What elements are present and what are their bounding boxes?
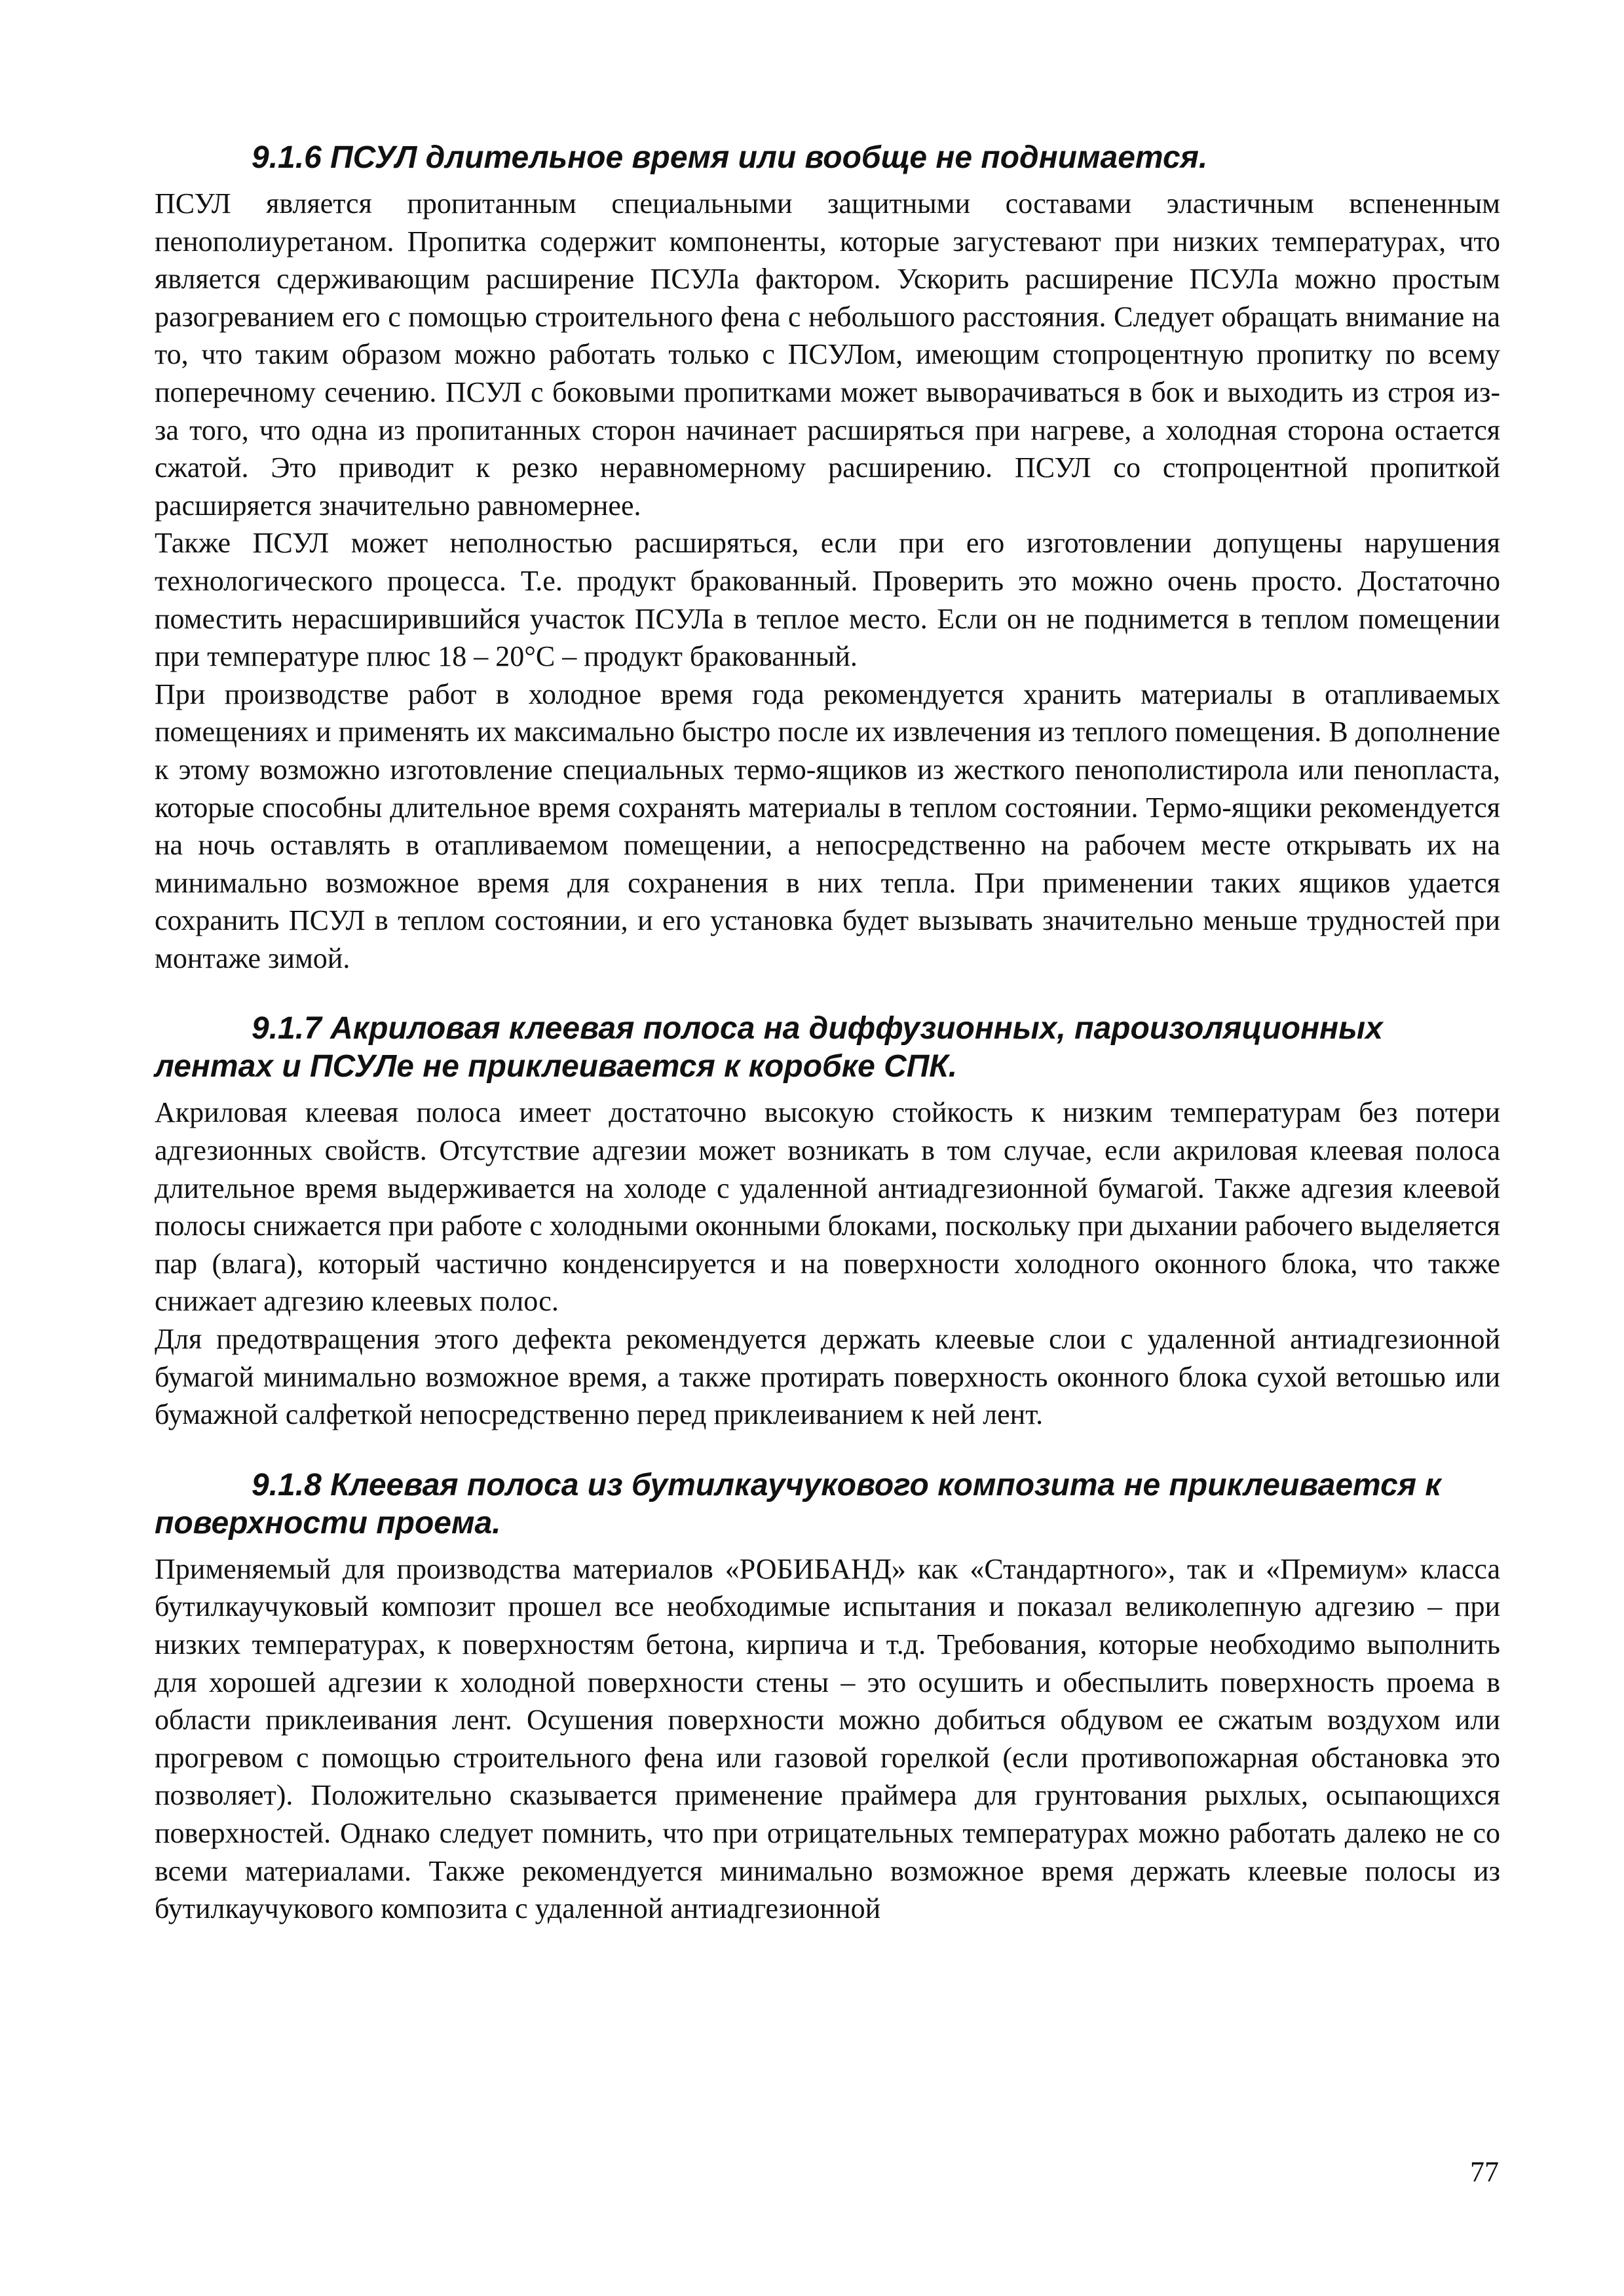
section-heading: 9.1.6 ПСУЛ длительное время или вообще не поднимается.	[252, 140, 1208, 175]
paragraph: Акриловая клеевая полоса имеет достаточно высокую стойкость к низким температурам без потери адгезионных свойств. Отсутствие адгезии может возникать в том случае, если акриловая клеевая полоса длительное время выдерживается на холоде с удаленной антиадгезионной бумагой. Также адгезия клеевой полосы снижается при работе с холодными оконными блоками, поскольку при дыхании рабочего выделяется пар (влага), который частично конденсируется и на поверхности холодного оконного блока, что также снижает адгезию клеевых полос.	[155, 1096, 1500, 1318]
section-9-1-6	[155, 139, 1500, 977]
paragraph: ПСУЛ является пропитанным специальными защитными составами эластичным вспененным пенополиуретаном. Пропитка содержит компоненты, которые загустевают при низких температурах, что является сдерживающим расширение ПСУЛа фактором. Ускорить расширение ПСУЛа можно простым разогреванием его с помощью строительного фена с небольшого расстояния. Следует обращать внимание на то, что таким образом можно работать только с ПСУЛом, имеющим стопроцентную пропитку по всему поперечному сечению. ПСУЛ с боковыми пропитками может выворачиваться в бок и выходить из строя из-за того, что одна из пропитанных сторон начинает расширяться при нагреве, а холодная сторона остается сжатой. Это приводит к резко неравномерному расширению. ПСУЛ со стопроцентной пропиткой расширяется значительно равномернее.	[155, 187, 1500, 522]
section-heading: 9.1.8 Клеевая полоса из бутилкаучукового композита не приклеивается к поверхности проема.	[155, 1467, 1441, 1540]
section-9-1-7	[155, 1010, 1500, 1433]
section-9-1-8	[155, 1466, 1500, 1928]
section-heading: 9.1.7 Акриловая клеевая полоса на диффузионных, пароизоляционных лентах и ПСУЛе не приклеивается к коробке СПК.	[155, 1011, 1383, 1084]
paragraph: Также ПСУЛ может неполностью расширяться, если при его изготовлении допущены нарушения технологического процесса. Т.е. продукт бракованный. Проверить это можно очень просто. Достаточно поместить нерасширившийся участок ПСУЛа в теплое место. Если он не поднимется в теплом помещении при температуре плюс 18 – 20°С – продукт бракованный.	[155, 527, 1500, 673]
paragraph: Применяемый для производства материалов «РОБИБАНД» как «Стандартного», так и «Премиум» класса бутилкаучуковый композит прошел все необходимые испытания и показал великолепную адгезию – при низких температурах, к поверхностям бетона, кирпича и т.д. Требования, которые необходимо выполнить для хорошей адгезии к холодной поверхности стены – это осушить и обеспылить поверхность проема в области приклеивания лент. Осушения поверхности можно добиться обдувом ее сжатым воздухом или прогревом с помощью строительного фена или газовой горелкой (если противопожарная обстановка это позволяет). Положительно сказывается применение праймера для грунтования рыхлых, осыпающихся поверхностей. Однако следует помнить, что при отрицательных температурах можно работать далеко не со всеми материалами. Также рекомендуется минимально возможное время держать клеевые полосы из бутилкаучукового композита с удаленной антиадгезионной	[155, 1552, 1500, 1925]
paragraph: При производстве работ в холодное время года рекомендуется хранить материалы в отапливаемых помещениях и применять их максимально быстро после их извлечения из теплого помещения. В дополнение к этому возможно изготовление специальных термо-ящиков из жесткого пенополистирола или пенопласта, которые способны длительное время сохранять материалы в теплом состоянии. Термо-ящики рекомендуется на ночь оставлять в отапливаемом помещении, а непосредственно на рабочем месте открывать их на минимально возможное время для сохранения в них тепла. При применении таких ящиков удается сохранить ПСУЛ в теплом состоянии, и его установка будет вызывать значительно меньше трудностей при монтаже зимой.	[155, 678, 1500, 974]
page-content	[155, 139, 1500, 1961]
page-number: 77	[1470, 2156, 1499, 2188]
paragraph: Для предотвращения этого дефекта рекомендуется держать клеевые слои с удаленной антиадгезионной бумагой минимально возможное время, а также протирать поверхность оконного блока сухой ветошью или бумажной салфеткой непосредственно перед приклеиванием к ней лент.	[155, 1323, 1500, 1431]
